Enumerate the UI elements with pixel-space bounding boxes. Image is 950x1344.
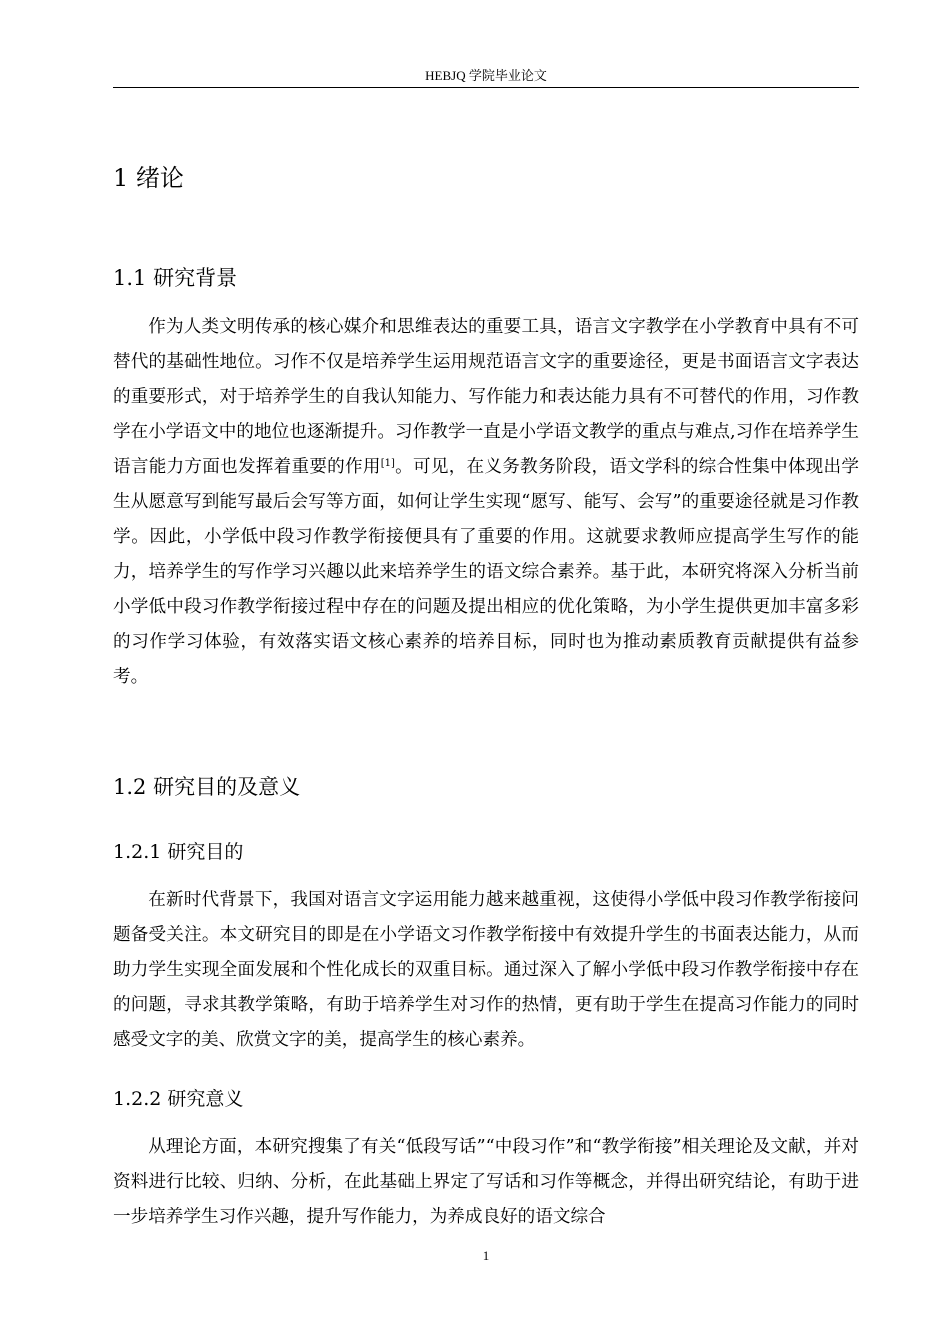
subsection-title-goal: 1.2.1 研究目的 (113, 841, 244, 863)
paragraph-background (113, 310, 859, 695)
paragraph-meaning: 从理论方面，本研究搜集了有关“低段写话”“中段习作”和“教学衔接”相关理论及文献，并对资料进行比较、归纳、分析，在此基础上界定了写话和习作等概念，并得出研究结论，有助于进一步培养学生习作兴趣，提升写作能力，为养成良好的语文综合 (113, 1137, 859, 1227)
page-header: HEBJQ 学院毕业论文 (425, 68, 547, 83)
paragraph-goal: 在新时代背景下，我国对语言文字运用能力越来越重视，这使得小学低中段习作教学衔接问题备受关注。本文研究目的即是在小学语文习作教学衔接中有效提升学生的书面表达能力，从而助力学生实现全面发展和个性化成长的双重目标。通过深入了解小学低中段习作教学衔接中存在的问题，寻求其教学策略，有助于培养学生对习作的热情，更有助于学生在提高习作能力的同时感受文字的美、欣赏文字的美，提高学生的核心素养。 (113, 890, 859, 1050)
paragraph-background-part1: 作为人类文明传承的核心媒介和思维表达的重要工具，语言文字教学在小学教育中具有不可替代的基础性地位。习作不仅是培养学生运用规范语言文字的重要途径，更是书面语言文字表达的重要形式，对于培养学生的自我认知能力、写作能力和表达能力具有不可替代的作用，习作教学在小学语文中的地位也逐渐提升。习作教学一直是小学语文教学的重点与难点,习作在培养学生语言能力方面也发挥着重要的作用 (113, 317, 859, 477)
chapter-title: 1 绪论 (113, 164, 184, 192)
section-title-background: 1.1 研究背景 (113, 266, 238, 290)
section-title-purpose: 1.2 研究目的及意义 (113, 775, 301, 799)
page-number: 1 (482, 1248, 490, 1263)
citation-ref: [1] (380, 458, 395, 469)
paragraph-background-part2: 。可见，在义务教务阶段，语文学科的综合性集中体现出学生从愿意写到能写最后会写等方面，如何让学生实现“愿写、能写、会写”的重要途径就是习作教学。因此，小学低中段习作教学衔接便具有了重要的作用。这就要求教师应提高学生写作的能力，培养学生的写作学习兴趣以此来培养学生的语文综合素养。基于此，本研究将深入分析当前小学低中段习作教学衔接过程中存在的问题及提出相应的优化策略，为小学生提供更加丰富多彩的习作学习体验，有效落实语文核心素养的培养目标，同时也为推动素质教育贡献提供有益参考。 (113, 457, 859, 687)
subsection-title-meaning: 1.2.2 研究意义 (113, 1088, 244, 1110)
header-rule (113, 87, 859, 88)
